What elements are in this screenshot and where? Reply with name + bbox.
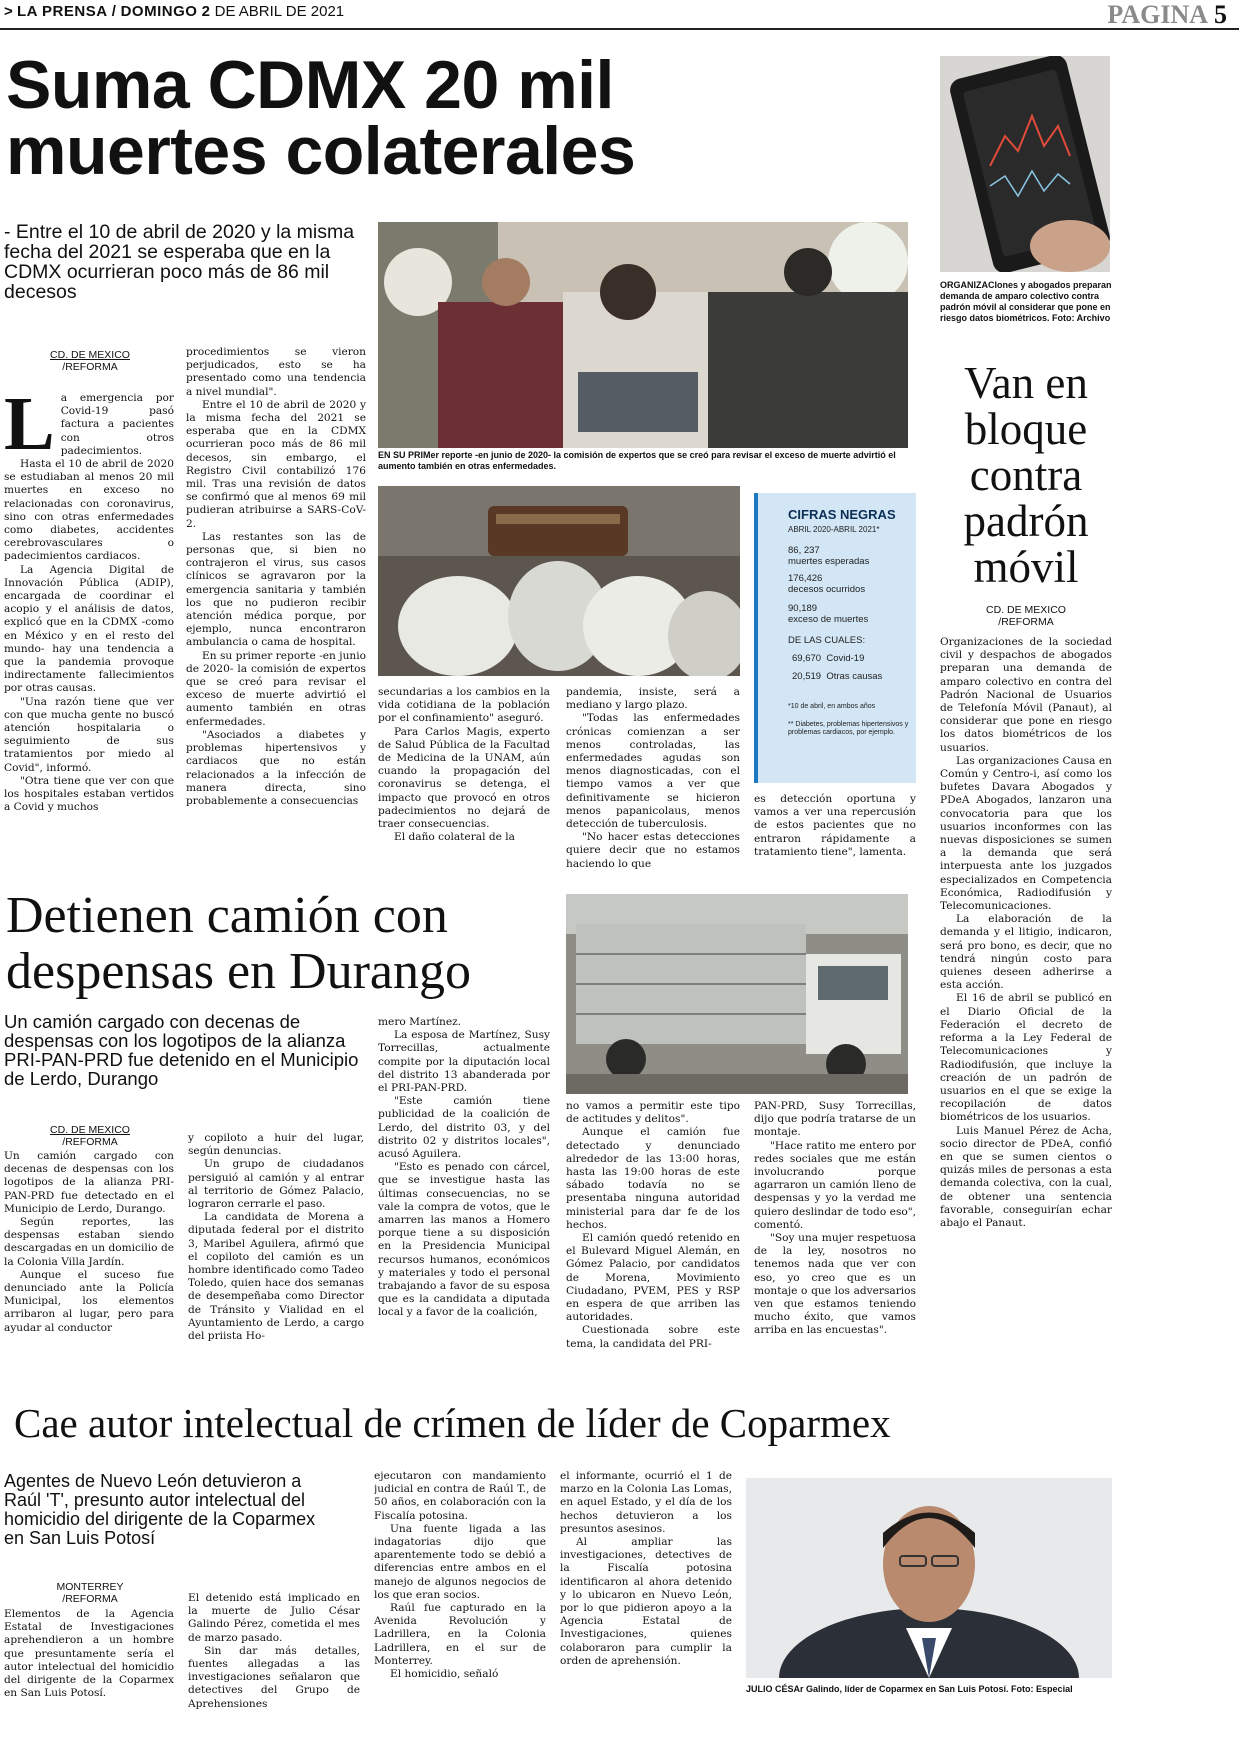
paragraph: Una fuente ligada a las indagatorias dijo que aparentemente todo se debió a diferencias entre ambos en el manejo de algunos negocios de los que eran socios. <box>374 1522 546 1601</box>
paragraph: En su primer reporte -en junio de 2020- la comisión de expertos que se creó para revisar el exceso de muerte advirtió el aumento también en otras enfermedades. <box>186 649 366 728</box>
headline-line: despensas en Durango <box>6 943 471 1000</box>
story3-col4 <box>560 1470 732 1748</box>
headline-line: bloque <box>964 404 1088 454</box>
byline-place: MONTERREY <box>56 1581 124 1593</box>
stat-label: decesos ocurridos <box>788 584 866 595</box>
stat-label: Covid-19 <box>826 653 865 664</box>
cifras-item-other <box>792 671 882 682</box>
byline-agency: /REFORMA <box>998 616 1054 628</box>
header-day-num: 2 <box>201 3 211 20</box>
sidebar-byline <box>966 604 1086 628</box>
byline-agency: /REFORMA <box>62 361 118 373</box>
publication-name: LA PRENSA <box>16 3 108 20</box>
stat-value: 90,189 <box>788 603 818 614</box>
page-label: PAGINA <box>1107 0 1208 29</box>
story2-col2 <box>188 1132 364 1378</box>
paragraph: pandemia, insiste, será a mediano y largo plazo. <box>566 686 740 712</box>
paragraph: Aunque el suceso fue denunciado ante la Policía Municipal, los elementos arribaron al lugar, pero para ayudar al conductor <box>4 1268 174 1334</box>
paragraph: a emergencia por Covid-19 pasó factura a pacientes con otros padecimientos. <box>60 392 174 457</box>
paragraph: el informante, ocurrió el 1 de marzo en la Colonia Las Lomas, en aquel Estado, y el día de los hechos detuvieron a los presuntos asesinos. <box>560 1470 732 1535</box>
story3-col1 <box>4 1608 174 1748</box>
paragraph: es detección oportuna y vamos a ver una repercusión de estos pacientes que no entraron rápidamente a tratamiento tiene", lamenta. <box>754 793 916 858</box>
caption-lead: ORGANIZACI <box>940 280 997 290</box>
paragraph: "Otra tiene que ver con que los hospitales estaban vertidos a Covid y muchos <box>4 774 174 814</box>
portrait-photo-caption <box>746 1684 1114 1695</box>
story1-headline-line2: muertes colaterales <box>6 113 636 189</box>
headline-line: Detienen camión con <box>6 887 448 944</box>
story2-byline <box>30 1124 150 1148</box>
story1-col2 <box>186 346 366 876</box>
cifras-note2: ** Diabetes, problemas hipertensivos y problemas cardiacos, por ejemplo. <box>788 721 909 736</box>
paragraph: no vamos a permitir este tipo de actitudes y delitos". <box>566 1100 740 1126</box>
cifras-item-covid <box>792 653 864 664</box>
story2-deck: Un camión cargado con decenas de despensas con los logotipos de la alianza PRI-PAN-PRD fue detenido en el Municipio de Lerdo, Durango <box>4 1011 359 1089</box>
caption-text: r Galindo, líder de Coparmex en San Luis Potosí. Foto: Especial <box>800 1684 1073 1694</box>
byline-place: CD. DE MEXICO <box>50 349 130 361</box>
story1-deck: - Entre el 10 de abril de 2020 y la misma fecha del 2021 se esperaba que en la CDMX ocurrieran poco más de 86 mil decesos <box>4 221 355 303</box>
story2-col5 <box>754 1100 916 1378</box>
paragraph: secundarias a los cambios en la vida cotidiana de la población por el confinamiento" aseguró. <box>378 686 550 725</box>
paragraph: La candidata de Morena a diputada federal por el distrito 3, Maribel Aguilera, afirmó que el copiloto del camión es un hombre identificado como Tadeo Toledo, quien hace dos semanas de desempeñaba como Director de Tránsito y Vialidad en el Ayuntamiento de Lerdo, a cargo del priista Ho- <box>188 1211 364 1343</box>
cifras-note1: *10 de abril, en ambos años <box>788 703 876 710</box>
cifras-item-occurred <box>788 573 865 595</box>
story3-col2 <box>188 1592 360 1748</box>
byline-place: CD. DE MEXICO <box>50 1124 130 1136</box>
paragraph: "Esto es penado con cárcel, que se investigue hasta las últimas consecuencias, no se vale la compra de votos, que le amarren las manos a Homero porque tiene a su disposición en la Presidencia Municipal recursos humanos, económicos y materiales y todo el personal trabajando a favor de su esposa que es la candidata a diputada local y a favor de la coalición, <box>378 1161 550 1319</box>
cifras-item-excess <box>788 603 868 625</box>
stat-value: 86, 237 <box>788 545 820 556</box>
story3-deck: Agentes de Nuevo León detuvieron a Raúl 'T', presunto autor intelectual del homicidio del dirigente de la Coparmex en San Luis Potosí <box>4 1471 316 1548</box>
story1-col4 <box>566 686 740 878</box>
paragraph: Sin dar más detalles, fuentes allegadas a las investigaciones señalaron que detectives del Grupo de Aprehensiones <box>188 1644 360 1710</box>
story2-col4 <box>566 1100 740 1378</box>
paragraph: mero Martínez. <box>378 1016 462 1028</box>
truck-photo <box>566 894 908 1094</box>
paragraph: La elaboración de la demanda y el litigio, indicaron, será pro bono, es decir, que no tendrá ningún costo para quienes deseen adherirse a esta acción. <box>940 913 1112 992</box>
paragraph: ejecutaron con mandamiento judicial en contra de Raúl T., de 50 años, en colaboración con la Fiscalía potosina. <box>374 1470 546 1522</box>
funeral-photo-caption <box>378 450 913 472</box>
coffin-photo <box>378 486 740 676</box>
paragraph: Las restantes son las de personas que, si bien no contrajeron el virus, sus casos clínicos se agravaron por la emergencia sanitaria y también los que no pudieron recibir atención médica porque, por ejemplo, nunca encontraron ambulancia o cama de hospital. <box>186 530 366 649</box>
paragraph: El daño colateral de la <box>394 831 515 844</box>
caption-text: ones y abogados preparan demanda de amparo colectivo contra padrón móvil al considerar que pone en riesgo datos biométricos. Foto: Archivo <box>940 280 1112 323</box>
paragraph: El homicidio, señaló <box>390 1668 499 1681</box>
story1-col3 <box>378 686 550 878</box>
stat-value: 20,519 <box>792 671 822 682</box>
cifras-period: ABRIL 2020-ABRIL 2021* <box>788 525 880 534</box>
phone-photo <box>940 56 1110 272</box>
paragraph: Elementos de la Agencia Estatal de Investigaciones aprehendieron a un hombre que presuntamente sería el autor intelectual del homicidio del dirigente de la Coparmex en San Luis Potosí. <box>4 1608 174 1700</box>
header-arrow-icon: > <box>4 3 13 20</box>
byline-agency: /REFORMA <box>62 1136 118 1148</box>
paragraph: El 16 de abril se publicó en el Diario Oficial de la Federación el decreto de reforma a la Ley Federal de Telecomunicaciones y Radiodifusión, que incluye la creación de un padrón de usuarios en el que se exige la recopilación de datos biométricos de los usuarios. <box>940 992 1112 1124</box>
headline-line: padrón <box>963 496 1089 546</box>
story1-col5 <box>754 793 916 878</box>
cifras-of-which: DE LAS CUALES: <box>788 635 866 646</box>
paragraph: La Agencia Digital de Innovación Pública (ADIP), encargada de coordinar el acopio y el análisis de datos, explicó que en la CDMX -como en México y en el resto del mundo- hay una tendencia a que la pandemia provoque indirectamente fallecimientos por otras causas. <box>4 563 174 695</box>
story2-col1 <box>4 1150 174 1376</box>
paragraph: PAN-PRD, Susy Torrecillas, dijo que podría tratarse de un montaje. <box>754 1100 916 1139</box>
story3-col3 <box>374 1470 546 1748</box>
headline-line: contra <box>969 450 1083 500</box>
paragraph: Cuestionada sobre este tema, la candidata del PRI- <box>566 1324 740 1350</box>
paragraph: Organizaciones de la sociedad civil y despachos de abogados preparan una demanda de amparo colectivo en contra del Padrón Nacional de Usuarios de Telefonía Móvil (Panaut), al considerar que pone en riesgo los datos biométricos de los usuarios. <box>940 636 1112 754</box>
stat-label: Otras causas <box>826 671 883 682</box>
caption-lead: JULIO CÉSA <box>746 1684 801 1694</box>
stat-label: muertes esperadas <box>788 556 870 567</box>
paragraph: El camión quedó retenido en el Bulevard Miguel Alemán, en Gómez Palacio, por candidatos de Morena, Movimiento Ciudadano, PVEM, PES y RSP en espera de que arriben las autoridades. <box>566 1232 740 1324</box>
paragraph: Aunque el camión fue detectado y denunciado alrededor de las 13:00 horas, hasta las 19:00 horas de este sábado todavía no se presentaba ninguna autoridad ministerial para dar fe de los hechos. <box>566 1126 740 1231</box>
paragraph: "Soy una mujer respetuosa de la ley, nosotros no tenemos nada que ver con eso, yo creo que es un montaje o que los adversarios ven que estamos teniendo mucho éxito, que vamos arriba en las encuestas". <box>754 1232 916 1337</box>
paragraph: Hasta el 10 de abril de 2020 se estudiaban al menos 20 mil muertes en exceso no relacionadas con coronavirus, sino con otras enfermedades como diabetes, accidentes cerebrovasculares o padecimientos cardiacos. <box>4 458 174 563</box>
dropcap: L <box>4 392 55 466</box>
paragraph: "Todas las enfermedades crónicas comienzan a ser menos controladas, las enfermedades agudas son menos diagnosticadas, con el tiempo vamos a ver que definitivamente se hicieron menos papanicolaus, menos detección de tuberculosis. <box>566 712 740 831</box>
paragraph: y copiloto a huir del lugar, según denuncias. <box>188 1132 364 1158</box>
story1-byline <box>30 349 150 373</box>
page-num: 5 <box>1214 0 1227 29</box>
paragraph: Para Carlos Magis, experto de Salud Pública de la Facultad de Medicina de la UNAM, aún cuando la propagación del coronavirus se detenga, el impacto que provocó en otros padecimientos no dejará de traer consecuencias. <box>378 725 550 831</box>
paragraph: procedimientos se vieron perjudicados, esto se ha presentado como una tendencia a nivel mundial". <box>186 346 366 398</box>
paragraph: Un camión cargado con decenas de despensas con los logotipos de la alianza PRI-PAN-PRD fue detectado en el Municipio de Lerdo, Durango. <box>4 1150 174 1215</box>
story2-headline <box>6 888 566 1000</box>
paragraph: Un grupo de ciudadanos persiguió al camión y al entrar al territorio de Gómez Palacio, lograron cerrarle el paso. <box>188 1158 364 1211</box>
cifras-item-expected <box>788 545 869 567</box>
paragraph: "Una razón tiene que ver con que mucha gente no buscó atención hospitalaria o seguimiento de sus tratamientos por miedo al Covid", informó. <box>4 695 174 774</box>
phone-photo-caption <box>940 280 1112 324</box>
story2-col3 <box>378 1016 550 1378</box>
stat-value: 69,670 <box>792 653 822 664</box>
header-day: DOMINGO <box>120 3 198 20</box>
page-number <box>1107 0 1227 30</box>
caption-lead: EN SU PRIM <box>378 450 431 460</box>
paragraph: Las organizaciones Causa en Común y Centro-i, así como los bufetes Davara Abogados y PDeA Abogados, lanzaron una convocatoria para que los usuarios inconformes con las nuevas disposiciones se sumen a la demanda que será interpuesta ante los juzgados especializados en Competencia Económica, Radiodifusión y Telecomunicaciones. <box>940 754 1112 913</box>
sidebar-headline <box>940 360 1112 590</box>
funeral-photo <box>378 222 908 448</box>
stat-value: 176,426 <box>788 573 823 584</box>
paragraph: "Asociados a diabetes y problemas hipertensivos y cardiacos que no están relacionados a la infección de manera directa, sino probablemente a consecuencias <box>186 728 366 807</box>
story1-headline-line1: Suma CDMX 20 mil <box>6 47 614 123</box>
paragraph: "Este camión tiene publicidad de la coalición de Lerdo, del distrito 03, y del distrito 02 y distritos locales", acusó Aguilera. <box>378 1095 550 1161</box>
paragraph: "No hacer estas detecciones quiere decir que no estamos haciendo lo que <box>566 831 740 870</box>
portrait-photo <box>746 1478 1112 1678</box>
story3-headline: Cae autor intelectual de crímen de líder de Coparmex <box>14 1400 891 1446</box>
stat-label: exceso de muertes <box>788 614 869 625</box>
sidebar-body <box>940 636 1112 1378</box>
cifras-title: CIFRAS NEGRAS <box>788 507 896 522</box>
paragraph: Raúl fue capturado en la Avenida Revolución y Ladrillera, en la Colonia Ladrillera, en el sur de Monterrey. <box>374 1602 546 1667</box>
headline-line: móvil <box>973 542 1079 592</box>
byline-agency: /REFORMA <box>62 1593 118 1605</box>
paragraph: Según reportes, las despensas estaban siendo descargadas en un domicilio de la Colonia Villa Jardín. <box>4 1216 174 1268</box>
paragraph: Al ampliar las investigaciones, detectives de la Fiscalía potosina identificaron al ahora detenido y lo ubicaron en Nuevo León, por lo que pidieron apoyo a la Agencia Estatal de Investigaciones, quienes colaboraron para cumplir la orden de aprehensión. <box>560 1536 732 1667</box>
story1-headline <box>6 47 926 189</box>
paragraph: Entre el 10 de abril de 2020 y la misma fecha del 2021 se esperaba que en la CDMX ocurrieran poco más de 86 mil decesos, sin embargo, el Registro Civil contabilizó 176 mil. Tras una revisión de datos se confirmó que al menos 69 mil pudieran atribuirse a SARS-CoV-2. <box>186 398 366 530</box>
caption-text: er reporte -en junio de 2020- la comisión de expertos que se creó para revisar el exceso de muerte advirtió el aumento también en otras enfermedades. <box>378 450 896 471</box>
paragraph: El detenido está implicado en la muerte de Julio César Galindo Pérez, cometida el mes de marzo pasado. <box>188 1592 360 1644</box>
paragraph: "Hace ratito me entero por redes sociales que me están involucrando porque agarraron un camión lleno de despensas y yo la verdad me quiero deslindar de todo eso", comentó. <box>754 1139 916 1231</box>
headline-line: Van en <box>964 358 1088 408</box>
story1-col1 <box>4 392 174 878</box>
byline-place: CD. DE MEXICO <box>986 604 1066 616</box>
cifras-negras-box <box>754 493 916 783</box>
paragraph: La esposa de Martínez, Susy Torrecillas, actualmente compite por la diputación local del distrito 13 abanderada por el PRI-PAN-PRD. <box>378 1029 550 1095</box>
header-separator: / <box>111 3 117 20</box>
header-date: DE ABRIL DE 2021 <box>214 3 345 20</box>
header-dateline <box>4 3 344 20</box>
story3-byline <box>30 1581 150 1605</box>
paragraph: Luis Manuel Pérez de Acha, socio director de PDeA, confió en que se sumen cientos o quizás miles de personas a esta demanda colectiva, con la cual, de obtener una sentencia favorable, conseguirían echar abajo el Panaut. <box>940 1124 1112 1229</box>
